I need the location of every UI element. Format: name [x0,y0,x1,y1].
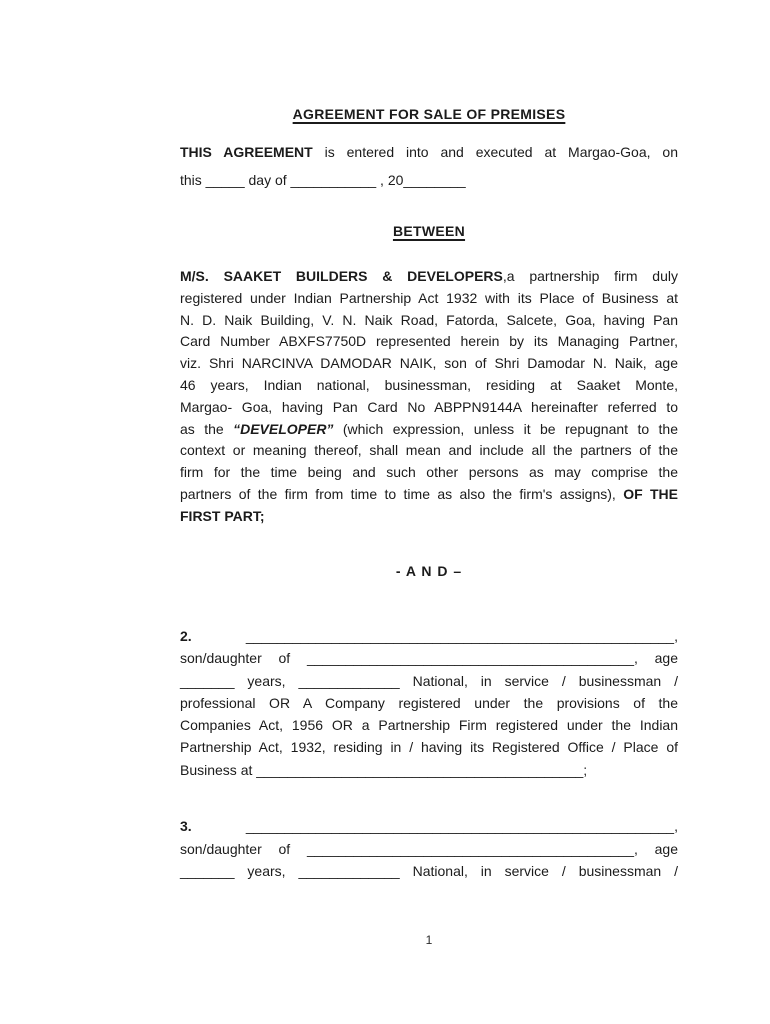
text-segment: son/daughter of __________________________________________, age [180,840,678,857]
text-line [180,647,678,669]
document-title: AGREEMENT FOR SALE OF PREMISES [292,106,566,122]
text-segment: N. D. Naik Building, V. N. Naik Road, Fatorda, Salcete, Goa, having Pan [180,311,678,328]
text-line [180,288,678,310]
intro-paragraph [180,138,678,194]
text-line [180,506,678,528]
text-line [180,838,678,861]
text-line [180,692,678,714]
text-segment: 46 years, Indian national, businessman, residing at Saaket Monte, [180,376,678,393]
between-heading: BETWEEN [392,223,466,239]
text-segment: _______ years, _____________ National, in service / businessman / [180,863,678,880]
text-segment: _______________________________________________________, [191,818,678,834]
text-line [180,375,678,397]
text-line [180,759,678,781]
text-segment: Business at __________________________________________; [180,761,588,778]
text-line [180,266,678,288]
text-segment: Companies Act, 1956 OR a Partnership Firm registered under the Indian [180,717,678,734]
text-segment: ,a partnership firm duly [502,268,678,284]
text-line [180,625,678,647]
text-segment: context or meaning thereof, shall mean and include all the partners of the [180,442,678,459]
text-line [180,310,678,332]
text-segment: son/daughter of __________________________________________, age [180,650,678,667]
text-line [180,670,678,692]
page-number: 1 [425,933,433,947]
text-line [180,331,678,353]
text-segment: OF THE [623,485,679,502]
text-segment: FIRST PART; [180,507,265,524]
text-line [180,166,678,194]
text-segment: “DEVELOPER” [233,420,334,437]
text-segment: 3. [180,818,192,834]
text-line [180,714,678,736]
text-segment: M/S. SAAKET BUILDERS & DEVELOPERS [180,268,503,284]
text-segment: as the [180,420,234,437]
text-line [180,440,678,462]
text-line [180,138,678,166]
text-segment: Margao- Goa, having Pan Card No ABPPN9144A hereinafter referred to [180,398,678,415]
text-segment: 2. [180,628,192,644]
text-segment: registered under Indian Partnership Act 1932 with its Place of Business at [180,289,678,306]
text-line [180,860,678,883]
text-segment: Card Number ABXFS7750D represented herein by its Managing Partner, [180,333,678,350]
and-separator: - A N D – [395,563,463,579]
text-segment: partners of the firm from time to time as also the firm's assigns), [180,485,624,502]
developer-paragraph [180,266,678,528]
text-line [180,462,678,484]
text-segment: professional OR A Company registered under the provisions of the [180,694,678,711]
text-segment: firm for the time being and such other persons as may comprise the [180,464,678,481]
text-segment: Partnership Act, 1932, residing in / having its Registered Office / Place of [180,739,678,756]
party3-clause [180,815,678,883]
text-segment: _______________________________________________________, [191,628,678,644]
text-line [180,736,678,758]
text-segment: (which expression, unless it be repugnant to the [333,420,678,437]
party2-clause [180,625,678,781]
text-segment: viz. Shri NARCINVA DAMODAR NAIK, son of Shri Damodar N. Naik, age [180,355,678,372]
text-line [180,353,678,375]
text-line [180,815,678,838]
text-line [180,419,678,441]
text-line [180,397,678,419]
text-segment: is entered into and executed at Margao-Goa, on [312,144,678,160]
text-segment: _______ years, _____________ National, in service / businessman / [180,672,678,689]
text-line [180,484,678,506]
text-segment: THIS AGREEMENT [180,144,313,160]
text-segment: this _____ day of ___________ , 20________ [180,172,466,188]
